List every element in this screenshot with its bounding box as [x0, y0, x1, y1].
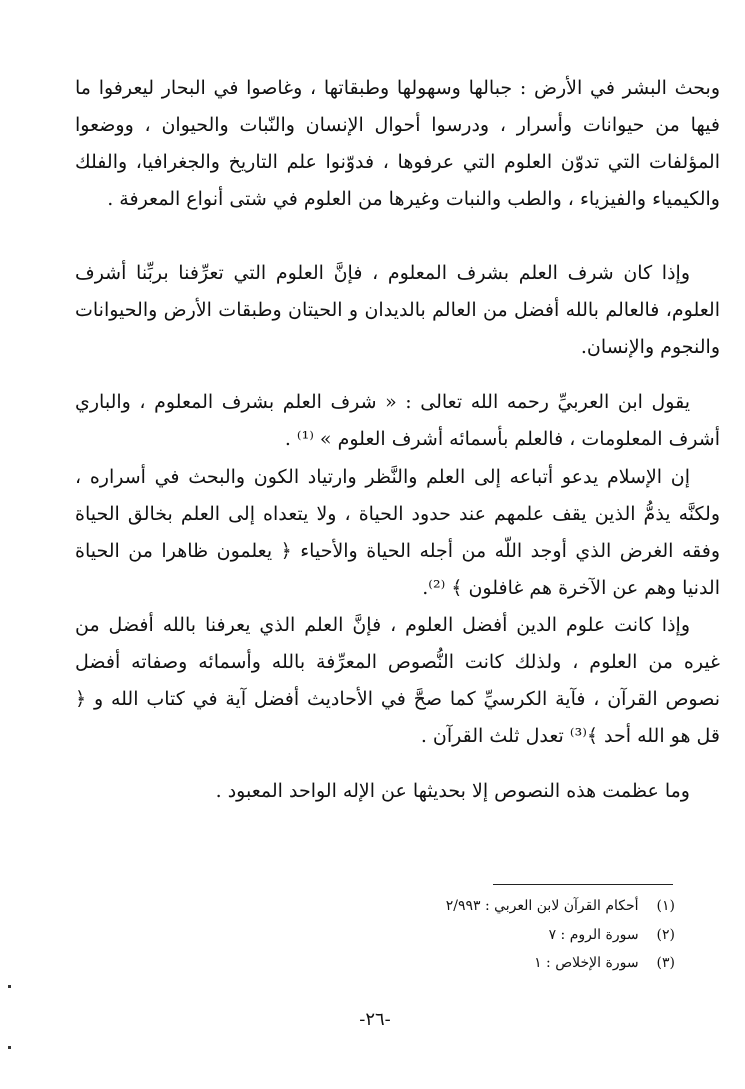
- footnote-text: سورة الإخلاص : ١: [534, 955, 639, 971]
- scan-mark: [8, 1046, 11, 1049]
- footnote-number: (٢): [656, 927, 675, 943]
- paragraph-6: وما عظمت هذه النصوص إلا بحديثها عن الإله الواحد المعبود .: [215, 780, 690, 802]
- footnote-number: (٣): [656, 955, 675, 971]
- footnote-number: (١): [656, 898, 675, 914]
- footnote-text: أحكام القرآن لابن العربي : ٢/٩٩٣: [445, 898, 639, 914]
- paragraph-1: وبحث البشر في الأرض : جبالها وسهولها وطبقاتها ، وغاصوا في البحار ليعرفوا ما فيها من حيوانات وأسرار ، ودرسوا أحوال الإنسان والنّبات والحيوان ، ووضعوا المؤلفات التي تدوّن العلوم التي عرفوها ، فدوّنوا علم التاريخ والجغرافيا، والفلك والكيمياء والفيزياء ، والطب والنبات وغيرها من العلوم في شتى أنواع المعرفة .: [75, 77, 720, 210]
- footnote-3: [330, 955, 675, 977]
- footnote-1: [330, 898, 675, 920]
- footnote-separator: [493, 884, 673, 885]
- paragraph-3: يقول ابن العربيِّ رحمه الله تعالى : « شرف العلم بشرف المعلوم ، والباري أشرف المعلومات ، فالعلم بأسمائه أشرف العلوم » ⁽¹⁾ .: [75, 391, 720, 450]
- footnote-text: سورة الروم : ٧: [548, 927, 639, 943]
- footnote-2: [330, 927, 675, 949]
- paragraph-4: إن الإسلام يدعو أتباعه إلى العلم والنَّظر وارتياد الكون والبحث في أسراره ، ولكنَّه يذمُّ الذين يقف علمهم عند حدود الحياة ، ولا يتعداه إلى العلم بخالق الحياة وفقه الغرض الذي أوجد اللّه من أجله الحياة والأحياء ﴿ يعلمون ظاهرا من الحياة الدنيا وهم عن الآخرة هم غافلون ﴾ ⁽²⁾.: [75, 466, 720, 599]
- page-number: -٢٦-: [359, 1009, 391, 1030]
- scan-mark: [8, 985, 11, 988]
- paragraph-2: وإذا كان شرف العلم بشرف المعلوم ، فإنَّ العلوم التي تعرِّفنا بربِّنا أشرف العلوم، فالعالم بالله أفضل من العالم بالديدان و الحيتان وطبقات الأرض والحيوانات والنجوم والإنسان.: [75, 262, 720, 358]
- paragraph-5: وإذا كانت علوم الدين أفضل العلوم ، فإنَّ العلم الذي يعرفنا بالله أفضل من غيره من العلوم ، ولذلك كانت النُّصوص المعرِّفة بالله وأسمائه وصفاته أفضل نصوص القرآن ، فآية الكرسيِّ كما صحَّ في الأحاديث أفضل آية في كتاب الله و ﴿ قل هو الله أحد ﴾⁽³⁾ تعدل ثلث القرآن .: [75, 614, 720, 747]
